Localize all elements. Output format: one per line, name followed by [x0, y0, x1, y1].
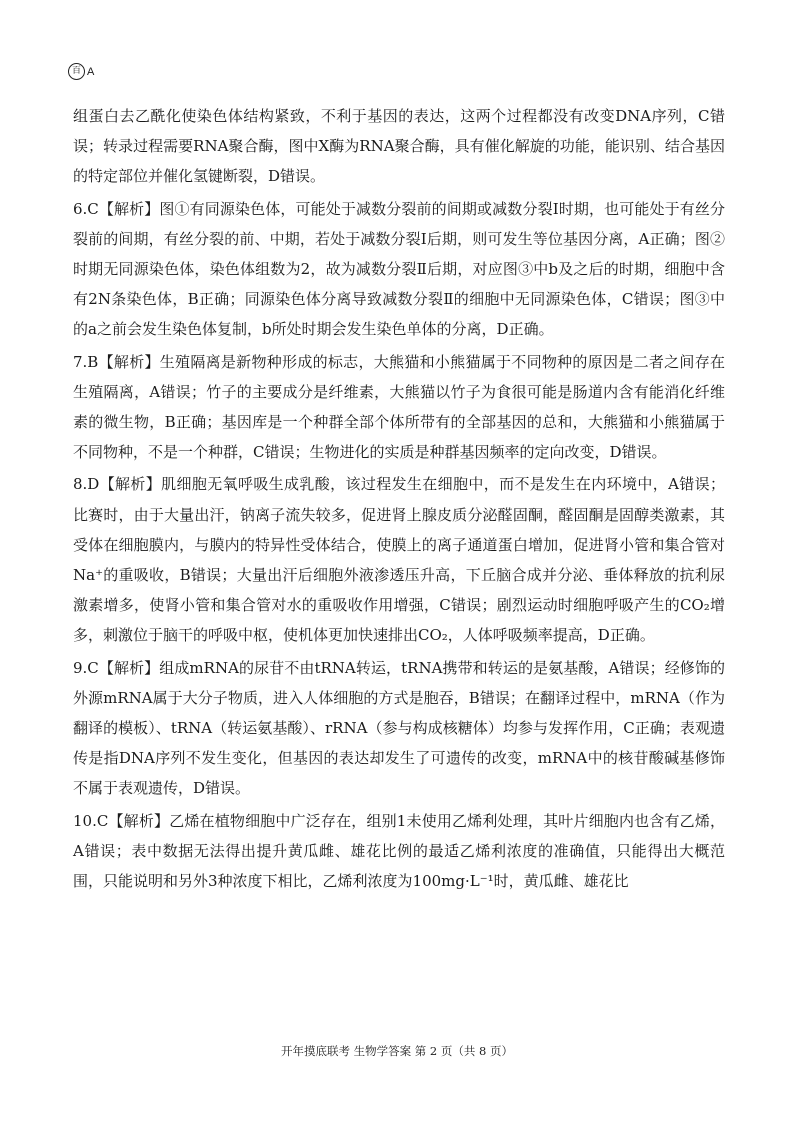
logo-circle-glyph: 百	[68, 63, 85, 80]
paragraph-q8: 8.D【解析】肌细胞无氧呼吸生成乳酸，该过程发生在细胞中，而不是发生在内环境中，A错误；比赛时，由于大量出汗，钠离子流失较多，促进肾上腺皮质分泌醛固酮，醛固酮是固醇类激素，其受体在细胞膜内，与膜内的特异性受体结合，使膜上的离子通道蛋白增加，促进肾小管和集合管对Na⁺的重吸收，B错误；大量出汗后细胞外液渗透压升高，下丘脑合成并分泌、垂体释放的抗利尿激素增多，使肾小管和集合管对水的重吸收作用增强，C错误；剧烈运动时细胞呼吸产生的CO₂增多，刺激位于脑干的呼吸中枢，使机体更加快速排出CO₂，人体呼吸频率提高，D正确。	[73, 475, 725, 645]
publisher-logo	[68, 63, 94, 80]
paragraph-q9: 9.C【解析】组成mRNA的尿苷不由tRNA转运，tRNA携带和转运的是氨基酸，A错误；经修饰的外源mRNA属于大分子物质，进入人体细胞的方式是胞吞，B错误；在翻译过程中，mRNA（作为翻译的模板）、tRNA（转运氨基酸）、rRNA（参与构成核糖体）均参与发挥作用，C正确；表观遗传是指DNA序列不发生变化，但基因的表达却发生了可遗传的改变，mRNA中的核苷酸碱基修饰不属于表观遗传，D错误。	[73, 658, 725, 798]
paragraph-q10: 10.C【解析】乙烯在植物细胞中广泛存在，组别1未使用乙烯利处理，其叶片细胞内也含有乙烯，A错误；表中数据无法得出提升黄瓜雌、雄花比例的最适乙烯利浓度的准确值，只能得出大概范围，只能说明和另外3种浓度下相比，乙烯利浓度为100mg·L⁻¹时，黄瓜雌、雄花比	[73, 811, 725, 891]
answer-content	[73, 101, 725, 898]
paragraph-continuation: 组蛋白去乙酰化使染色体结构紧致，不利于基因的表达，这两个过程都没有改变DNA序列，C错误；转录过程需要RNA聚合酶，图中X酶为RNA聚合酶，具有催化解旋的功能，能识别、结合基因的特定部位并催化氢键断裂，D错误。	[73, 107, 725, 186]
logo-letter: A	[87, 65, 95, 78]
paragraph-q7: 7.B【解析】生殖隔离是新物种形成的标志，大熊猫和小熊猫属于不同物种的原因是二者之间存在生殖隔离，A错误；竹子的主要成分是纤维素，大熊猫以竹子为食很可能是肠道内含有能消化纤维素的微生物，B正确；基因库是一个种群全部个体所带有的全部基因的总和，大熊猫和小熊猫属于不同物种，不是一个种群，C错误；生物进化的实质是种群基因频率的定向改变，D错误。	[73, 352, 725, 462]
paragraph-q6: 6.C【解析】图①有同源染色体，可能处于减数分裂前的间期或减数分裂Ⅰ时期，也可能处于有丝分裂前的间期，有丝分裂的前、中期，若处于减数分裂Ⅰ后期，则可发生等位基因分离，A正确；图②时期无同源染色体，染色体组数为2，故为减数分裂Ⅱ后期，对应图③中b及之后的时期，细胞中含有2N条染色体，B正确；同源染色体分离导致减数分裂Ⅱ的细胞中无同源染色体，C错误；图③中的a之前会发生染色体复制，b所处时期会发生染色单体的分离，D正确。	[73, 199, 725, 339]
page-footer: 开年摸底联考 生物学答案 第 2 页（共 8 页）	[280, 1044, 514, 1058]
